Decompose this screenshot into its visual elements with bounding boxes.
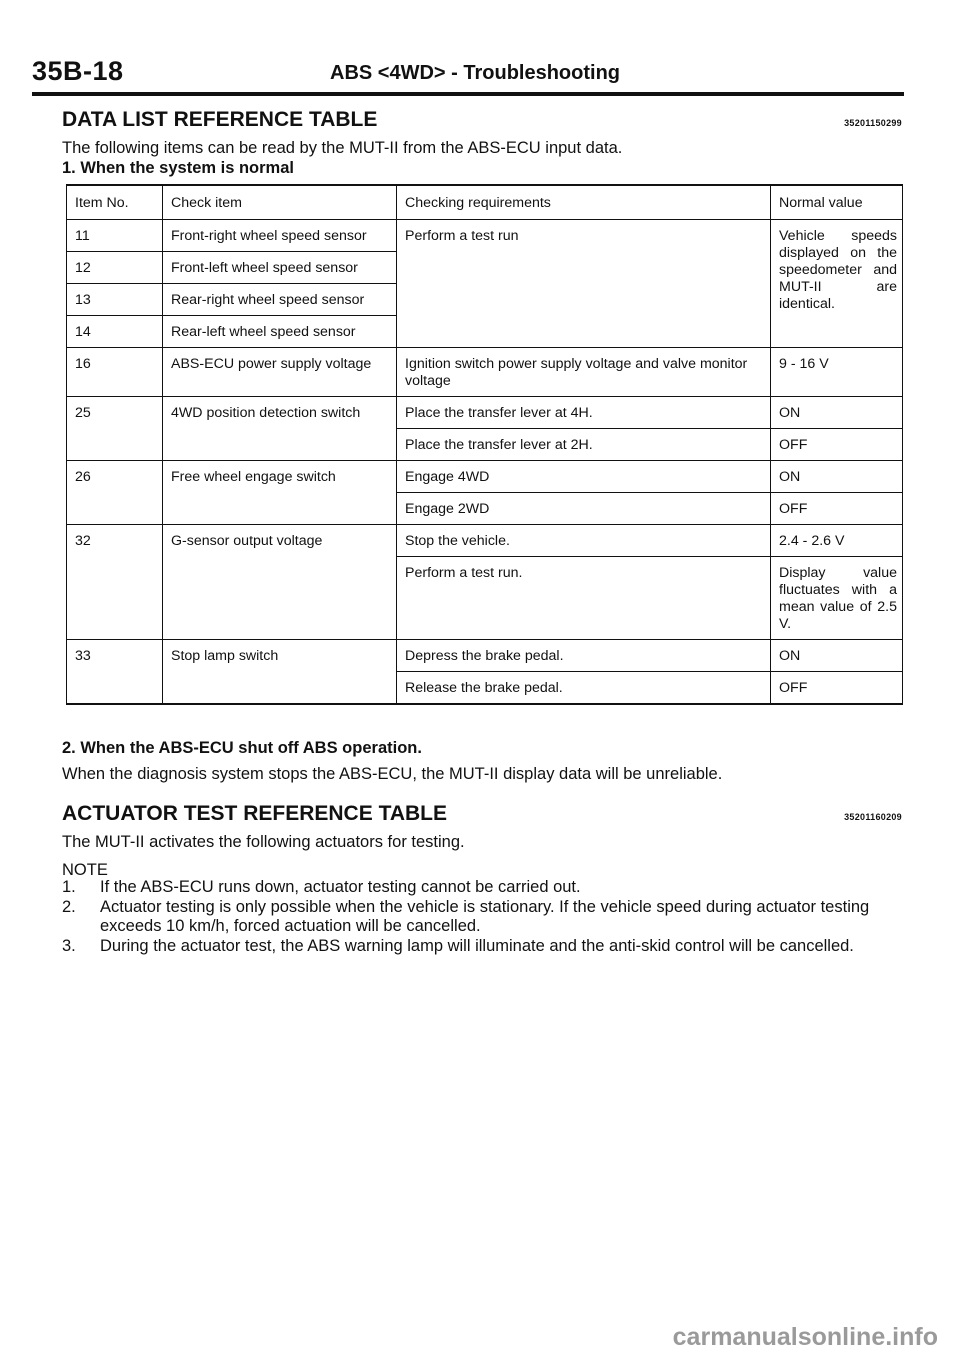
- note-text: During the actuator test, the ABS warning lamp will illuminate and the anti-skid control will be cancelled.: [100, 936, 854, 955]
- actuator-intro: The MUT-II activates the following actuators for testing.: [62, 833, 465, 851]
- checking-requirement: Depress the brake pedal.: [397, 640, 771, 672]
- item-number: 12: [67, 252, 163, 284]
- column-header: Checking requirements: [397, 185, 771, 220]
- actuator-heading: ACTUATOR TEST REFERENCE TABLE: [62, 802, 448, 825]
- header-rule: [32, 92, 904, 96]
- checking-requirement: Engage 4WD: [397, 461, 771, 493]
- checking-requirement: Place the transfer lever at 2H.: [397, 429, 771, 461]
- checking-requirement: Place the transfer lever at 4H.: [397, 397, 771, 429]
- normal-value-text: Vehicle speeds displayed on the speedometer and MUT-II are identical.: [779, 228, 897, 312]
- item-number: 26: [67, 461, 163, 525]
- normal-value: OFF: [771, 429, 903, 461]
- checking-requirement: Stop the vehicle.: [397, 525, 771, 557]
- table-row: [67, 525, 903, 557]
- watermark: carmanualsonline.info: [672, 1323, 938, 1351]
- note-number: 1.: [62, 878, 76, 896]
- checking-requirement: Perform a test run: [397, 220, 771, 348]
- ecu-shutoff-text: When the diagnosis system stops the ABS-ECU, the MUT-II display data will be unreliable.: [62, 765, 723, 783]
- check-item: 4WD position detection switch: [163, 397, 397, 461]
- item-number: 16: [67, 348, 163, 397]
- item-number: 11: [67, 220, 163, 252]
- check-item: Rear-right wheel speed sensor: [163, 284, 397, 316]
- list-item: [62, 878, 904, 898]
- item-number: 33: [67, 640, 163, 705]
- table-row: [67, 461, 903, 493]
- normal-value-text: Display value fluctuates with a mean value of 2.5 V.: [779, 565, 897, 632]
- note-number: 3.: [62, 936, 76, 955]
- normal-value: OFF: [771, 672, 903, 705]
- item-number: 32: [67, 525, 163, 640]
- normal-value: ON: [771, 640, 903, 672]
- data-list-table: [66, 184, 903, 705]
- check-item: Stop lamp switch: [163, 640, 397, 705]
- normal-value: [771, 557, 903, 640]
- check-item: Front-right wheel speed sensor: [163, 220, 397, 252]
- subheading-ecu-shutoff: 2. When the ABS-ECU shut off ABS operation.: [62, 739, 422, 757]
- table-row: [67, 397, 903, 429]
- normal-value: 2.4 - 2.6 V: [771, 525, 903, 557]
- data-list-heading: DATA LIST REFERENCE TABLE: [62, 108, 378, 131]
- normal-value: OFF: [771, 493, 903, 525]
- check-item: G-sensor output voltage: [163, 525, 397, 640]
- check-item: Front-left wheel speed sensor: [163, 252, 397, 284]
- check-item: Free wheel engage switch: [163, 461, 397, 525]
- table-row: [67, 220, 903, 252]
- data-list-ref-code: 35201150299: [844, 118, 902, 128]
- check-item: Rear-left wheel speed sensor: [163, 316, 397, 348]
- table-row: [67, 348, 903, 397]
- table-header-row: [67, 185, 903, 220]
- column-header: Check item: [163, 185, 397, 220]
- normal-value: ON: [771, 397, 903, 429]
- checking-requirement: Perform a test run.: [397, 557, 771, 640]
- check-item: ABS-ECU power supply voltage: [163, 348, 397, 397]
- data-list-intro: The following items can be read by the MUT-II from the ABS-ECU input data.: [62, 139, 623, 157]
- data-list-subheading-normal: 1. When the system is normal: [62, 159, 294, 177]
- column-header: Normal value: [771, 185, 903, 220]
- item-number: 14: [67, 316, 163, 348]
- checking-requirement: Ignition switch power supply voltage and valve monitor voltage: [397, 348, 771, 397]
- list-item: [62, 937, 904, 957]
- column-header: Item No.: [67, 185, 163, 220]
- note-number: 2.: [62, 897, 76, 916]
- normal-value: ON: [771, 461, 903, 493]
- item-number: 13: [67, 284, 163, 316]
- running-title: ABS <4WD> - Troubleshooting: [330, 62, 621, 84]
- normal-value: [771, 220, 903, 348]
- page-number: 35B-18: [32, 56, 124, 86]
- note-text: Actuator testing is only possible when the vehicle is stationary. If the vehicle speed during actuator testing exceeds 10 km/h, forced actuation will be cancelled.: [100, 897, 870, 935]
- checking-requirement: Engage 2WD: [397, 493, 771, 525]
- checking-requirement: Release the brake pedal.: [397, 672, 771, 705]
- note-list: [62, 878, 904, 956]
- note-text: If the ABS-ECU runs down, actuator testing cannot be carried out.: [100, 878, 581, 896]
- list-item: [62, 898, 904, 937]
- note-label: NOTE: [62, 861, 108, 879]
- item-number: 25: [67, 397, 163, 461]
- table-row: [67, 640, 903, 672]
- actuator-ref-code: 35201160209: [844, 812, 902, 822]
- normal-value: 9 - 16 V: [771, 348, 903, 397]
